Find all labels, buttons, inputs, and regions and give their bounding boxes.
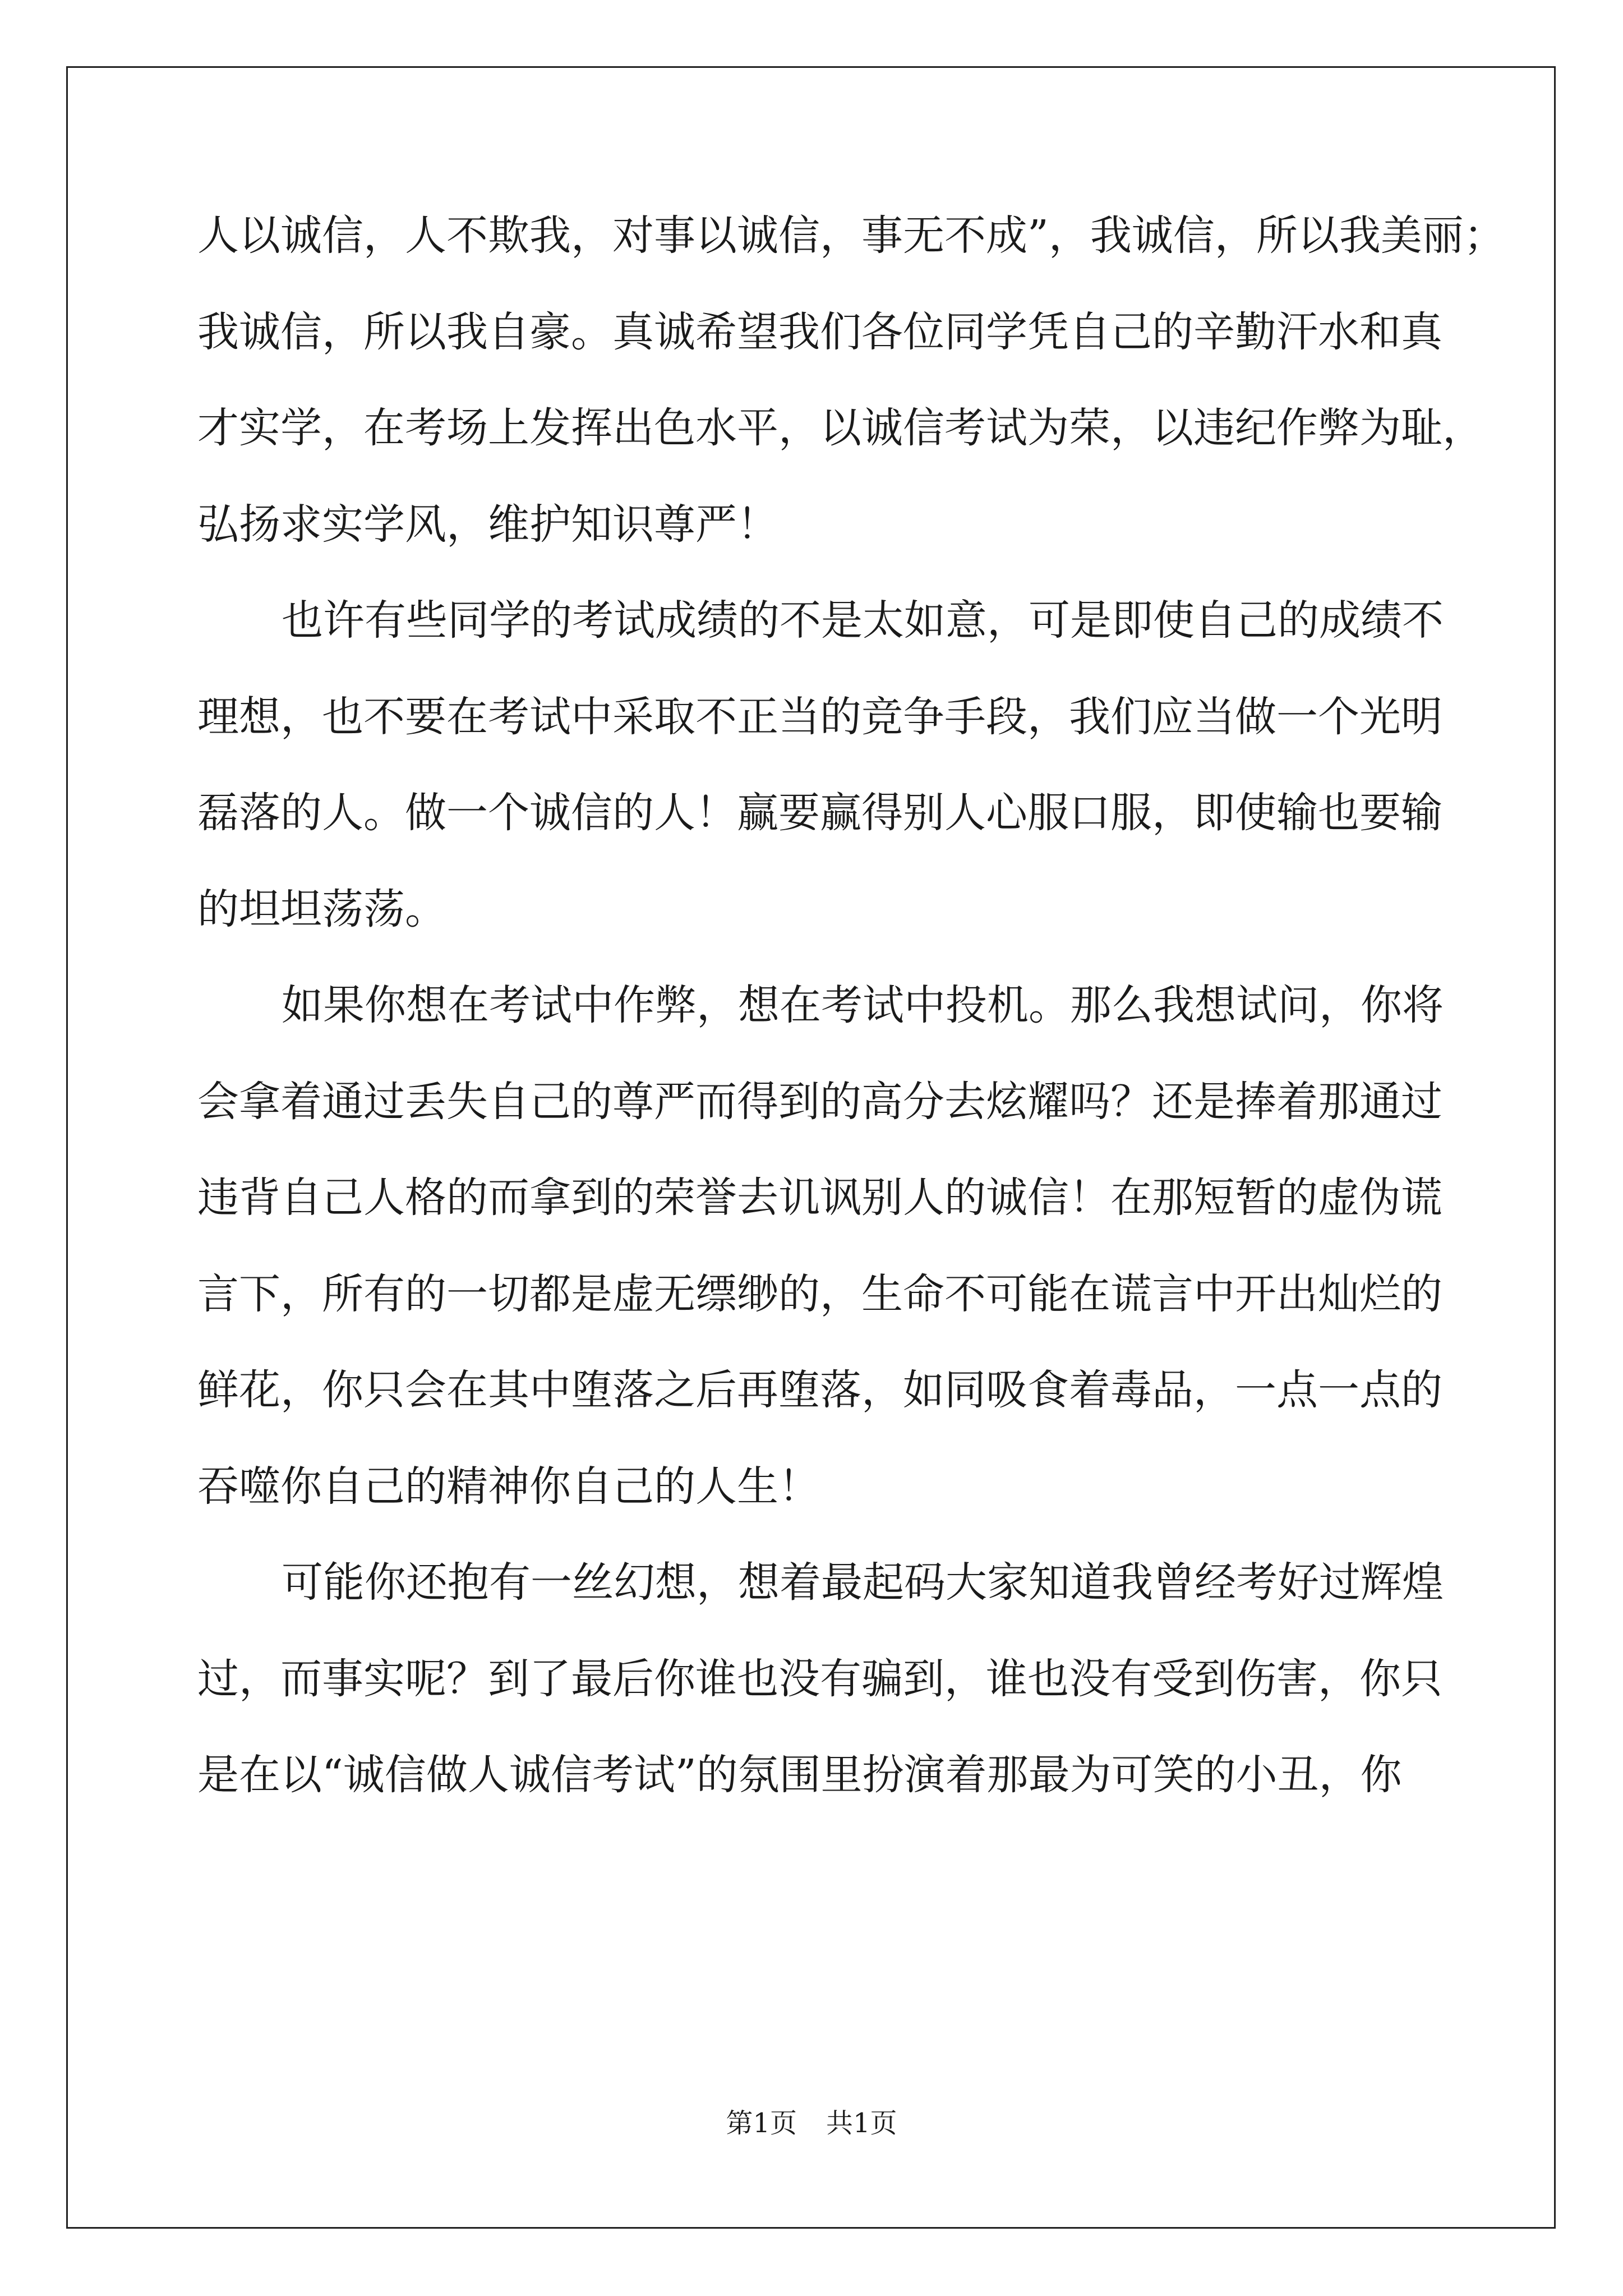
text-line: 理想，也不要在考试中采取不正当的竞争手段，我们应当做一个光明	[197, 692, 1442, 741]
text-line: 吞噬你自己的精神你自己的人生！	[197, 1462, 820, 1511]
text-line: 弘扬求实学风，维护知识尊严！	[197, 500, 778, 549]
text-line: 过，而事实呢？到了最后你谁也没有骗到，谁也没有受到伤害，你只	[197, 1654, 1442, 1703]
text-line: 人以诚信，人不欺我，对事以诚信，事无不成”，我诚信，所以我美丽；	[197, 211, 1505, 260]
text-line: 是在以“诚信做人诚信考试”的氛围里扮演着那最为可笑的小丑，你	[197, 1751, 1402, 1799]
paragraph-start-line: 如果你想在考试中作弊，想在考试中投机。那么我想试问，你将	[282, 981, 1444, 1029]
paragraph-start-line: 也许有些同学的考试成绩的不是太如意，可是即使自己的成绩不	[282, 596, 1444, 645]
text-line: 违背自己人格的而拿到的荣誉去讥讽别人的诚信！在那短暂的虚伪谎	[197, 1174, 1442, 1222]
text-line: 鲜花，你只会在其中堕落之后再堕落，如同吸食着毒品，一点一点的	[197, 1366, 1442, 1414]
page-number-total: 共1页	[826, 2108, 897, 2139]
text-line: 我诚信，所以我自豪。真诚希望我们各位同学凭自己的辛勤汗水和真	[197, 307, 1442, 356]
text-line: 的坦坦荡荡。	[197, 885, 446, 933]
text-line: 才实学，在考场上发挥出色水平，以诚信考试为荣，以违纪作弊为耻，	[197, 404, 1484, 452]
text-line: 会拿着通过丢失自己的尊严而得到的高分去炫耀吗？还是捧着那通过	[197, 1077, 1442, 1126]
page-number-current: 第1页	[726, 2108, 797, 2139]
paragraph-start-line: 可能你还抱有一丝幻想，想着最起码大家知道我曾经考好过辉煌	[282, 1558, 1444, 1607]
text-line: 言下，所有的一切都是虚无缥缈的，生命不可能在谎言中开出灿烂的	[197, 1269, 1442, 1318]
document-body	[197, 208, 1505, 1843]
page-footer	[0, 2106, 1623, 2140]
text-line: 磊落的人。做一个诚信的人！赢要赢得别人心服口服，即使输也要输	[197, 789, 1442, 837]
